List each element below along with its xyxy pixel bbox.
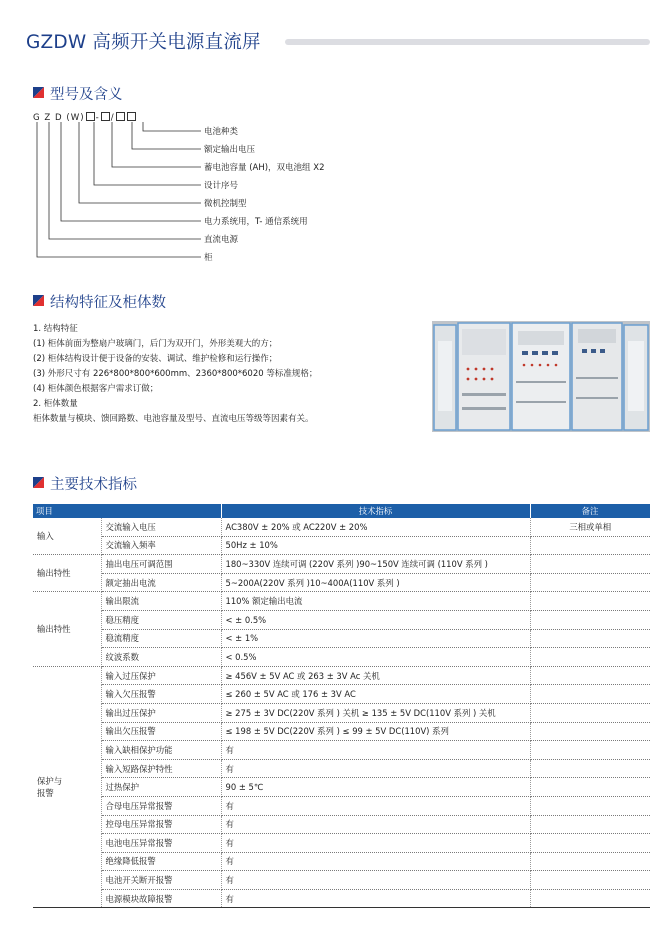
table-row [33, 759, 650, 778]
spec-cell: < 0.5% [221, 648, 530, 667]
note-cell [530, 796, 650, 815]
spec-cell: ≥ 456V ± 5V AC 或 263 ± 3V Ac 关机 [221, 666, 530, 685]
note-cell [530, 722, 650, 741]
section-marker-icon [33, 295, 44, 306]
page-title: GZDW 高频开关电源直流屏 [26, 32, 261, 53]
meaning-battery-type: 电池种类 [204, 127, 239, 137]
spec-table-header [33, 504, 650, 518]
note-cell [530, 592, 650, 611]
spec-cell: 有 [221, 759, 530, 778]
header-item: 项目 [33, 504, 221, 518]
note-cell [530, 852, 650, 871]
note-cell [530, 610, 650, 629]
item-cell: 电池电压异常报警 [101, 834, 221, 853]
item-cell: 输入缺相保护功能 [101, 741, 221, 760]
note-cell [530, 648, 650, 667]
table-row [33, 722, 650, 741]
spec-cell: 有 [221, 852, 530, 871]
item-cell: 稳压精度 [101, 610, 221, 629]
meaning-dc-supply: 直流电源 [204, 235, 239, 245]
table-row [33, 666, 650, 685]
meaning-cabinet: 柜 [204, 253, 213, 263]
spec-cell: ≤ 260 ± 5V AC 或 176 ± 3V AC [221, 685, 530, 704]
item-cell: 额定抽出电流 [101, 573, 221, 592]
item-cell: 电源模块故障报警 [101, 889, 221, 908]
spec-cell: 5~200A(220V 系列 )10~400A(110V 系列 ) [221, 573, 530, 592]
spec-cell: 有 [221, 815, 530, 834]
note-cell [530, 666, 650, 685]
spec-cell: 110% 额定输出电流 [221, 592, 530, 611]
category-cell: 保护与 报警 [33, 666, 101, 908]
item-cell: 输入欠压报警 [101, 685, 221, 704]
item-cell: 交流输入频率 [101, 536, 221, 555]
table-row [33, 778, 650, 797]
note-cell [530, 536, 650, 555]
item-cell: 过热保护 [101, 778, 221, 797]
spec-cell: AC380V ± 20% 或 AC220V ± 20% [221, 518, 530, 536]
model-code: G Z D (W) - / [33, 112, 137, 123]
structure-line: (2) 柜体结构设计便于设备的安装、调试、维护检修和运行操作； [33, 354, 278, 364]
table-row [33, 536, 650, 555]
item-cell: 输入短路保护特性 [101, 759, 221, 778]
table-row [33, 518, 650, 536]
meaning-rated-voltage: 额定输出电压 [204, 145, 256, 155]
item-cell: 合母电压异常报警 [101, 796, 221, 815]
item-cell: 稳流精度 [101, 629, 221, 648]
structure-line: 2. 柜体数量 [33, 399, 78, 409]
item-cell: 输出限流 [101, 592, 221, 611]
category-cell: 输出特性 [33, 592, 101, 666]
table-row [33, 648, 650, 667]
table-row [33, 573, 650, 592]
table-row [33, 852, 650, 871]
cabinet-photo [432, 321, 650, 432]
meaning-design-number: 设计序号 [204, 181, 239, 191]
spec-cell: 180~330V 连续可调 (220V 系列 )90~150V 连续可调 (110V 系列 ) [221, 555, 530, 574]
table-row [33, 555, 650, 574]
section-marker-icon [33, 477, 44, 488]
note-cell [530, 834, 650, 853]
table-row [33, 815, 650, 834]
structure-line: (1) 柜体前面为整扇户玻璃门，后门为双开门，外形美观大的方； [33, 339, 278, 349]
table-row [33, 834, 650, 853]
category-cell: 输入 [33, 518, 101, 555]
structure-line: 1. 结构特征 [33, 324, 78, 334]
spec-cell: 有 [221, 741, 530, 760]
structure-line: (4) 柜体颜色根据客户需求订做； [33, 384, 159, 394]
table-row [33, 871, 650, 890]
section-model-label: 型号及含义 [50, 87, 123, 103]
table-row [33, 685, 650, 704]
spec-cell: 90 ± 5℃ [221, 778, 530, 797]
structure-text [33, 322, 423, 427]
header-spec: 技术指标 [221, 504, 530, 518]
item-cell: 输入过压保护 [101, 666, 221, 685]
item-cell: 控母电压异常报警 [101, 815, 221, 834]
note-cell [530, 778, 650, 797]
note-cell [530, 759, 650, 778]
note-cell [530, 555, 650, 574]
title-decor-bar [285, 39, 650, 45]
section-specs-label: 主要技术指标 [50, 477, 137, 493]
page-header [26, 28, 650, 54]
table-row [33, 796, 650, 815]
structure-line: 柜体数量与模块、馈回路数、电池容量及型号、直流电压等级等因素有关。 [33, 414, 314, 424]
meaning-microcomputer: 微机控制型 [204, 199, 247, 209]
note-cell [530, 573, 650, 592]
spec-cell: 有 [221, 871, 530, 890]
model-diagram [33, 112, 393, 272]
table-row [33, 889, 650, 908]
table-row [33, 703, 650, 722]
structure-line: (3) 外形尺寸有 226*800*800*600mm、2360*800*6020 等标准规格； [33, 369, 318, 379]
note-cell [530, 871, 650, 890]
spec-cell: 有 [221, 889, 530, 908]
note-cell [530, 703, 650, 722]
item-cell: 抽出电压可调范围 [101, 555, 221, 574]
spec-table [33, 504, 651, 908]
item-cell: 交流输入电压 [101, 518, 221, 536]
item-cell: 输出欠压报警 [101, 722, 221, 741]
spec-cell: 有 [221, 796, 530, 815]
note-cell: 三相或单相 [530, 518, 650, 536]
spec-cell: ≤ 198 ± 5V DC(220V 系列 ) ≤ 99 ± 5V DC(110V) 系列 [221, 722, 530, 741]
note-cell [530, 815, 650, 834]
note-cell [530, 889, 650, 908]
spec-cell: ≥ 275 ± 3V DC(220V 系列 ) 关机 ≥ 135 ± 5V DC(110V 系列 ) 关机 [221, 703, 530, 722]
spec-cell: < ± 0.5% [221, 610, 530, 629]
spec-cell: < ± 1% [221, 629, 530, 648]
table-row [33, 741, 650, 760]
note-cell [530, 629, 650, 648]
meaning-battery-capacity: 蓄电池容量 (AH)，双电池组 X2 [204, 163, 325, 173]
section-marker-icon [33, 87, 44, 98]
item-cell: 电池开关断开报警 [101, 871, 221, 890]
spec-cell: 50Hz ± 10% [221, 536, 530, 555]
table-row [33, 592, 650, 611]
table-row [33, 610, 650, 629]
item-cell: 绝缘降低报警 [101, 852, 221, 871]
note-cell [530, 685, 650, 704]
item-cell: 输出过压保护 [101, 703, 221, 722]
category-cell: 输出特性 [33, 555, 101, 592]
meaning-power-system: 电力系统用，T- 通信系统用 [204, 217, 308, 227]
spec-cell: 有 [221, 834, 530, 853]
note-cell [530, 741, 650, 760]
table-row [33, 629, 650, 648]
item-cell: 纹波系数 [101, 648, 221, 667]
section-structure-label: 结构特征及柜体数 [50, 295, 166, 311]
header-note: 备注 [530, 504, 650, 518]
